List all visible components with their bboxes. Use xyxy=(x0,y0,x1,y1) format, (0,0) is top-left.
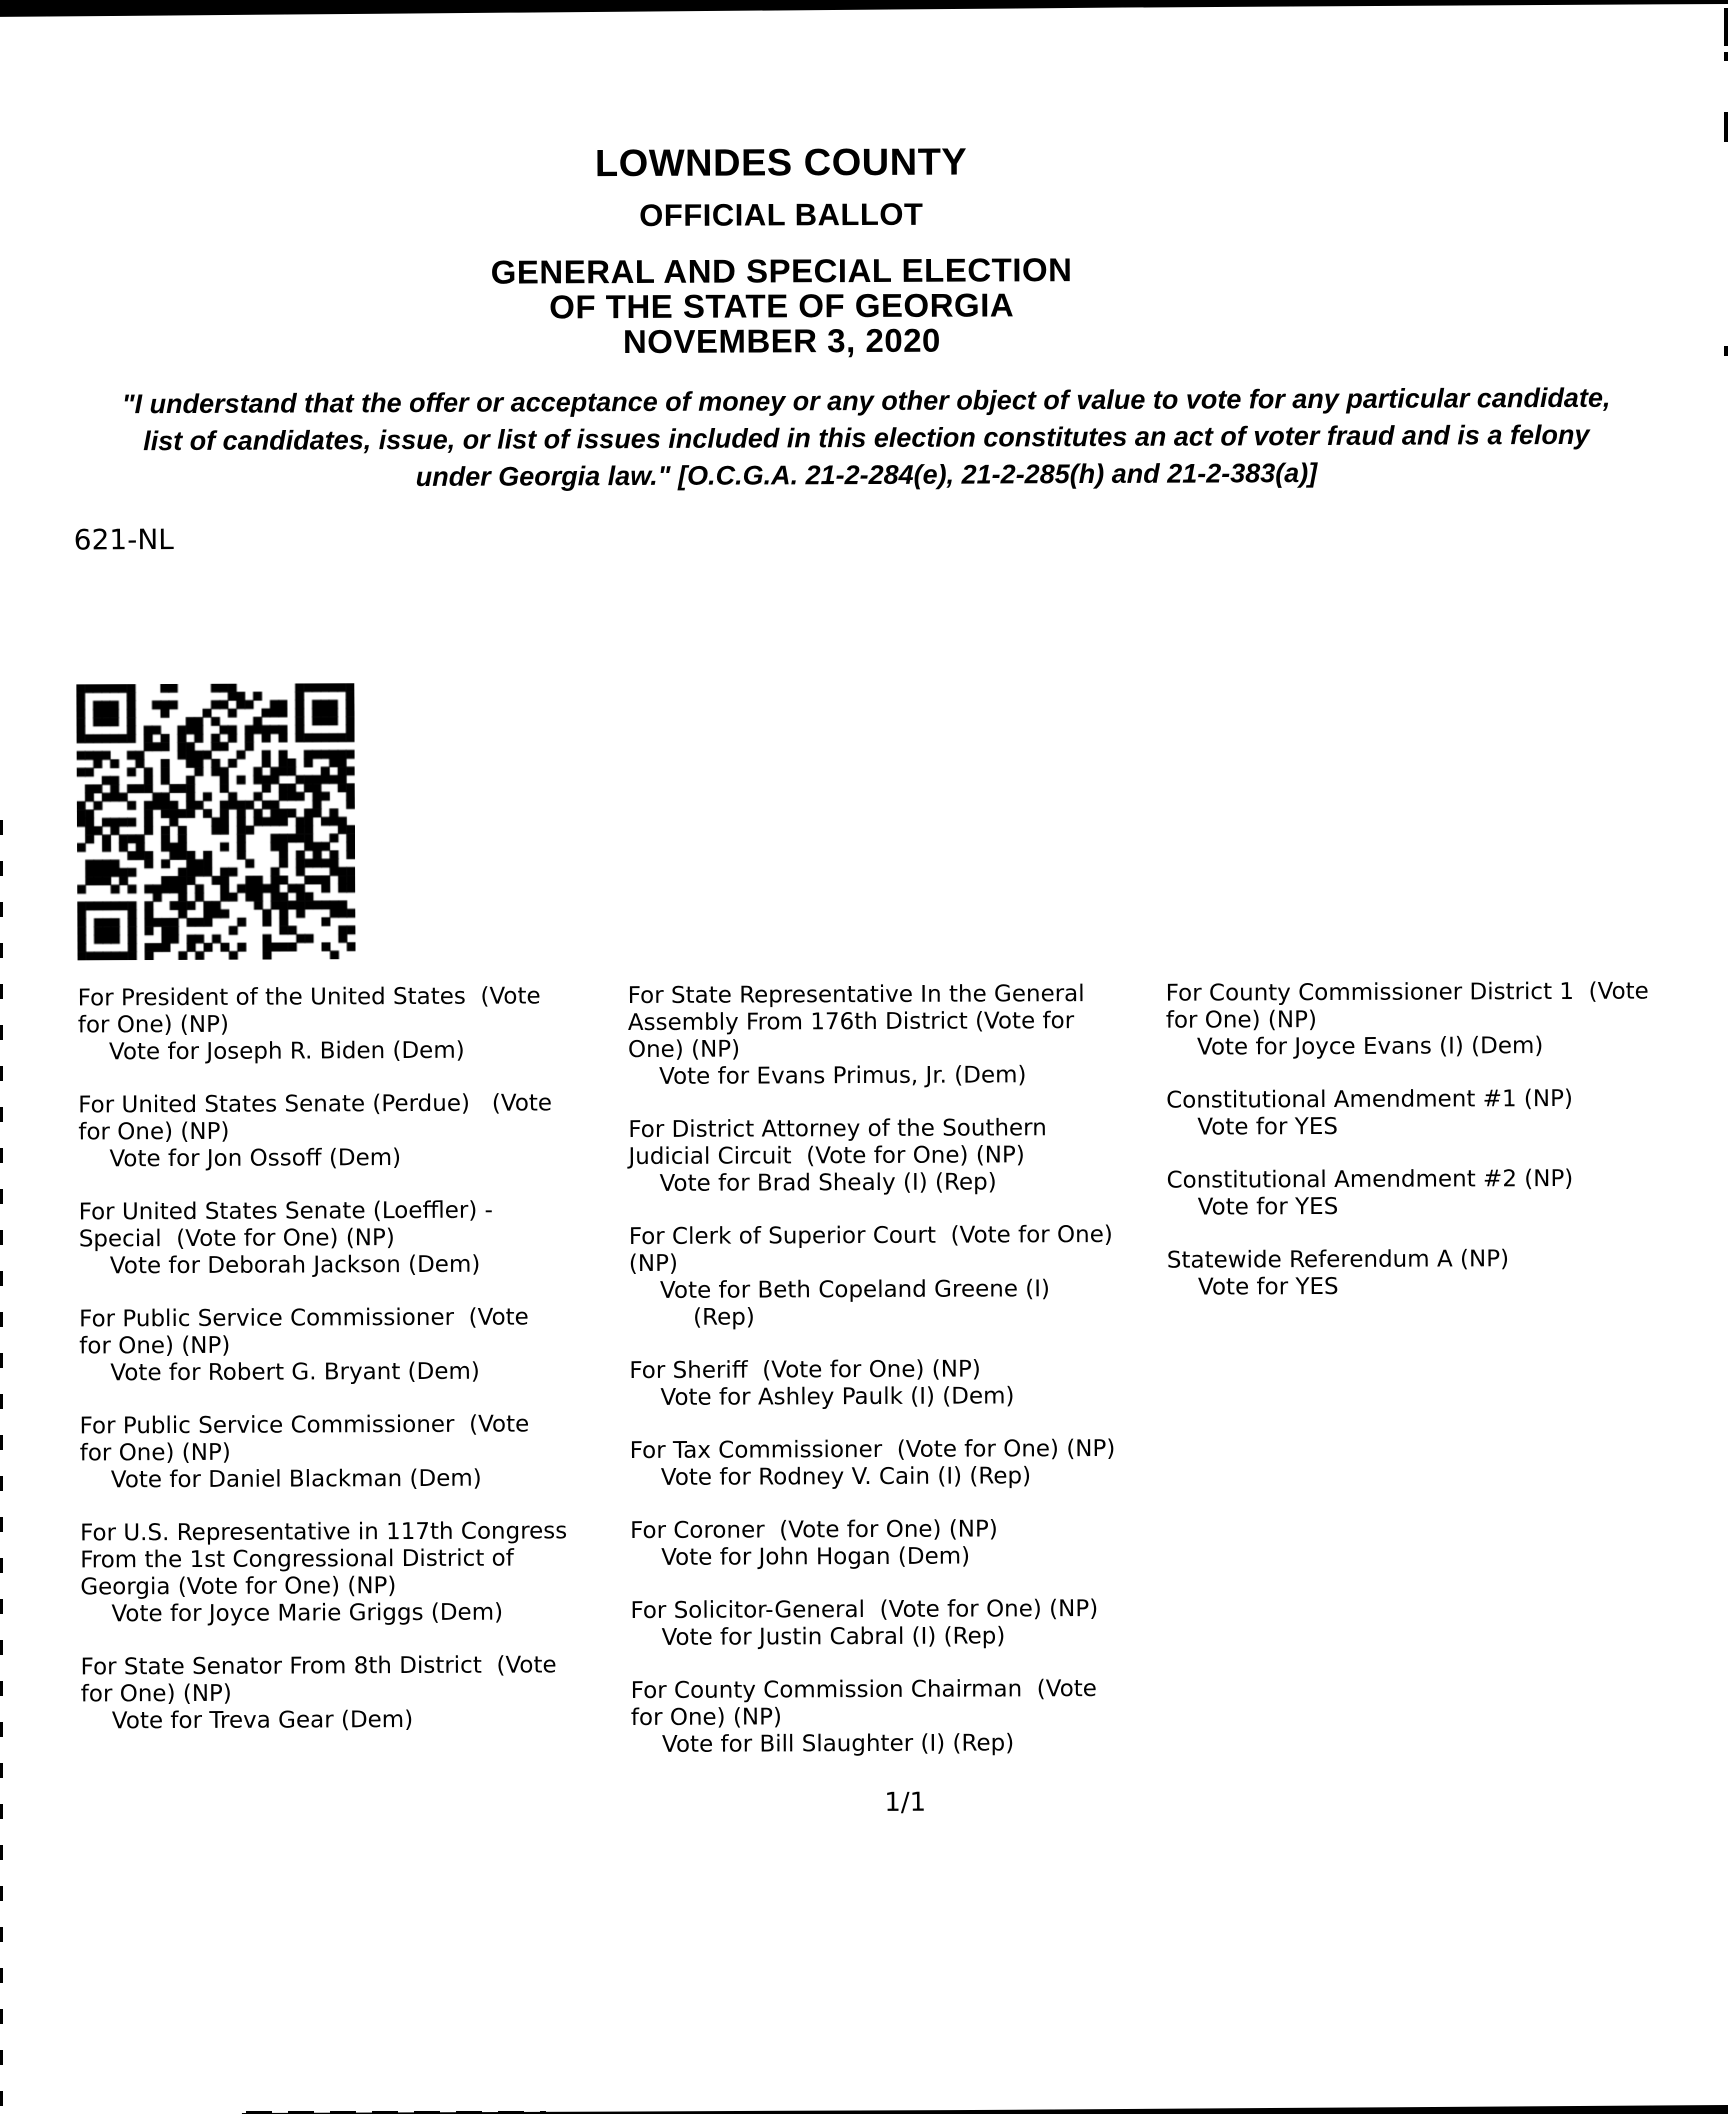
contest-title-line: For U.S. Representative in 117th Congress xyxy=(80,1518,568,1547)
contest xyxy=(81,1652,591,1735)
contest xyxy=(631,1676,1151,1759)
contest-title-line: For Public Service Commissioner (Vote xyxy=(79,1304,529,1333)
contest-title xyxy=(78,1090,588,1146)
contest-vote xyxy=(1166,1032,1728,1062)
disclaimer-line: "I understand that the offer or acceptance of money or any other object of value to vote for any particular candidate, xyxy=(121,382,1611,420)
ballot-type-title: OFFICIAL BALLOT xyxy=(639,196,924,233)
contest-title xyxy=(79,1197,589,1253)
contest-title-line: Judicial Circuit (Vote for One) (NP) xyxy=(628,1142,1025,1171)
contest-title xyxy=(628,981,1148,1064)
contest-title-line: For State Senator From 8th District (Vote xyxy=(80,1652,557,1681)
page-number: 1/1 xyxy=(884,1787,927,1818)
contest-title-line: Special (Vote for One) (NP) xyxy=(78,1225,395,1253)
contest-vote-line: Vote for Justin Cabral (I) (Rep) xyxy=(661,1623,1006,1651)
ballot-column-2 xyxy=(628,981,1151,1759)
contest-vote-line: Vote for Joyce Evans (I) (Dem) xyxy=(1196,1033,1544,1061)
contest-title xyxy=(78,983,588,1039)
contest-vote xyxy=(80,1465,590,1494)
contest-vote-line: Vote for Joyce Marie Griggs (Dem) xyxy=(111,1599,504,1628)
contest-vote xyxy=(1167,1272,1728,1302)
contest-title-line: Constitutional Amendment #1 (NP) xyxy=(1166,1085,1573,1114)
contest-title-line: For Public Service Commissioner (Vote xyxy=(79,1411,530,1440)
contest-vote-line: Vote for Beth Copeland Greene (I) xyxy=(659,1276,1051,1304)
disclaimer-line: under Georgia law." [O.C.G.A. 21-2-284(e), 21-2-285(h) and 21-2-383(a)] xyxy=(415,458,1318,492)
contest-title-line: One) (NP) xyxy=(627,1036,741,1064)
contest-vote xyxy=(78,1037,588,1066)
contest-title xyxy=(629,1356,1149,1385)
contest-title-line: Georgia (Vote for One) (NP) xyxy=(80,1573,397,1601)
contest-title xyxy=(80,1518,590,1601)
contest-title xyxy=(1166,1085,1728,1115)
contest-vote-line: Vote for YES xyxy=(1197,1273,1339,1301)
contest-vote-line: Vote for YES xyxy=(1197,1113,1338,1141)
contest-title-line: for One) (NP) xyxy=(80,1680,232,1708)
contest-title xyxy=(1166,978,1728,1035)
contest-title-line: Assembly From 176th District (Vote for xyxy=(627,1008,1075,1037)
contest-title-line: for One) (NP) xyxy=(79,1332,231,1360)
contest-vote xyxy=(79,1251,589,1280)
contest-title xyxy=(631,1676,1151,1732)
contest-title xyxy=(80,1411,590,1467)
contest-title-line: For President of the United States (Vote xyxy=(77,983,541,1012)
contest xyxy=(630,1516,1150,1572)
contest-title xyxy=(81,1652,591,1708)
contest-vote xyxy=(79,1358,589,1387)
contest-vote xyxy=(629,1276,1149,1332)
contest xyxy=(628,1115,1148,1198)
contest-vote xyxy=(78,1144,588,1173)
contest xyxy=(629,1222,1149,1332)
contest-title-line: For United States Senate (Loeffler) - xyxy=(78,1197,493,1226)
contest-title-line: For United States Senate (Perdue) (Vote xyxy=(78,1090,553,1119)
contest-vote-line: Vote for YES xyxy=(1197,1193,1339,1221)
contest xyxy=(79,1197,589,1280)
contest xyxy=(628,981,1148,1091)
contest-vote-line: Vote for John Hogan (Dem) xyxy=(661,1543,971,1571)
contest-title-line: For District Attorney of the Southern xyxy=(628,1115,1047,1144)
election-title-line: OF THE STATE OF GEORGIA xyxy=(549,286,1015,326)
contest-title-line: From the 1st Congressional District of xyxy=(80,1545,514,1574)
contest-title xyxy=(630,1436,1150,1465)
contest xyxy=(630,1596,1150,1652)
contest-vote-line: Vote for Jon Ossoff (Dem) xyxy=(109,1145,402,1173)
contest-title-line: For Clerk of Superior Court (Vote for One) xyxy=(628,1221,1113,1251)
contest-title-line: for One) (NP) xyxy=(79,1439,231,1467)
contest-vote-line: Vote for Bill Slaughter (I) (Rep) xyxy=(661,1730,1015,1758)
election-title-line: NOVEMBER 3, 2020 xyxy=(622,321,941,361)
scan-right-edge-mark xyxy=(1724,8,1728,46)
contest-title-line: Statewide Referendum A (NP) xyxy=(1166,1246,1510,1274)
contest-title-line: for One) (NP) xyxy=(630,1704,783,1732)
contest-vote xyxy=(1167,1192,1728,1222)
contest-vote xyxy=(630,1543,1150,1572)
election-title xyxy=(0,250,1567,362)
contest-title-line: Constitutional Amendment #2 (NP) xyxy=(1166,1165,1574,1194)
county-title: LOWNDES COUNTY xyxy=(594,141,968,186)
contest-title-line: For Coroner (Vote for One) (NP) xyxy=(630,1516,998,1545)
contest-title-line: For Solicitor-General (Vote for One) (NP) xyxy=(630,1595,1099,1625)
contest-title-line: for One) (NP) xyxy=(77,1011,229,1039)
contest-vote xyxy=(628,1062,1148,1091)
contest-vote-line: Vote for Robert G. Bryant (Dem) xyxy=(110,1358,480,1387)
contest-title-line: for One) (NP) xyxy=(1165,1007,1317,1034)
contest-title-line: for One) (NP) xyxy=(78,1118,230,1146)
contest-title xyxy=(630,1596,1150,1625)
ballot-column-3 xyxy=(1166,978,1728,1302)
contest-title-line: For State Representative In the General xyxy=(627,981,1085,1010)
contest-vote-line: Vote for Joseph R. Biden (Dem) xyxy=(108,1037,465,1066)
contest-title xyxy=(628,1115,1148,1171)
scan-right-edge-mark xyxy=(1724,52,1728,61)
contest-title xyxy=(1166,1165,1728,1195)
contest-vote-line: Vote for Ashley Paulk (I) (Dem) xyxy=(660,1383,1015,1411)
contest xyxy=(630,1436,1150,1492)
contest-vote-line: Vote for Rodney V. Cain (I) (Rep) xyxy=(660,1463,1032,1491)
scan-right-edge-mark xyxy=(1724,112,1728,142)
contest-title-line: (NP) xyxy=(628,1250,678,1278)
contest xyxy=(78,983,588,1066)
contest-vote-line: (Rep) xyxy=(693,1304,755,1331)
contest-title-line: For County Commissioner District 1 (Vote xyxy=(1165,978,1649,1007)
contest xyxy=(80,1518,590,1628)
contest xyxy=(1166,1165,1728,1222)
contest xyxy=(78,1090,588,1173)
disclaimer-line: list of candidates, issue, or list of issues included in this election constitutes an act of voter fraud and is a felony xyxy=(143,419,1590,457)
contest-vote-line: Vote for Treva Gear (Dem) xyxy=(111,1706,414,1735)
contest-title xyxy=(1167,1245,1728,1275)
contest-vote xyxy=(1166,1112,1728,1142)
contest-title xyxy=(629,1222,1149,1278)
contest-vote xyxy=(628,1169,1148,1198)
contest-title-line: For County Commission Chairman (Vote xyxy=(630,1675,1097,1705)
contest-title-line: For Tax Commissioner (Vote for One) (NP) xyxy=(629,1435,1116,1465)
contest-vote xyxy=(630,1623,1150,1652)
ballot-header xyxy=(0,138,1567,362)
contest-vote-line: Vote for Evans Primus, Jr. (Dem) xyxy=(659,1062,1027,1090)
contest-title-line: For Sheriff (Vote for One) (NP) xyxy=(629,1356,981,1385)
contest-vote xyxy=(631,1730,1151,1759)
contest xyxy=(1166,978,1728,1062)
contest-vote xyxy=(81,1706,591,1735)
contest-vote xyxy=(80,1599,590,1628)
contest-vote-line: Vote for Brad Shealy (I) (Rep) xyxy=(659,1169,997,1197)
contest-title xyxy=(630,1516,1150,1545)
ballot-column-1 xyxy=(78,983,591,1735)
contest-vote-line: Vote for Deborah Jackson (Dem) xyxy=(109,1251,481,1280)
contest xyxy=(629,1356,1149,1412)
contest-vote-line: Vote for Daniel Blackman (Dem) xyxy=(110,1465,482,1494)
contest-vote xyxy=(630,1463,1150,1492)
election-title-line: GENERAL AND SPECIAL ELECTION xyxy=(490,251,1073,291)
contest xyxy=(80,1411,590,1494)
contest xyxy=(79,1304,589,1387)
voter-fraud-disclaimer xyxy=(21,379,1711,497)
contest xyxy=(1167,1245,1728,1302)
qr-code xyxy=(76,683,355,960)
contest-title xyxy=(79,1304,589,1360)
contest-vote xyxy=(629,1383,1149,1412)
contest xyxy=(1166,1085,1728,1142)
ballot-style-code: 621-NL xyxy=(73,523,174,557)
